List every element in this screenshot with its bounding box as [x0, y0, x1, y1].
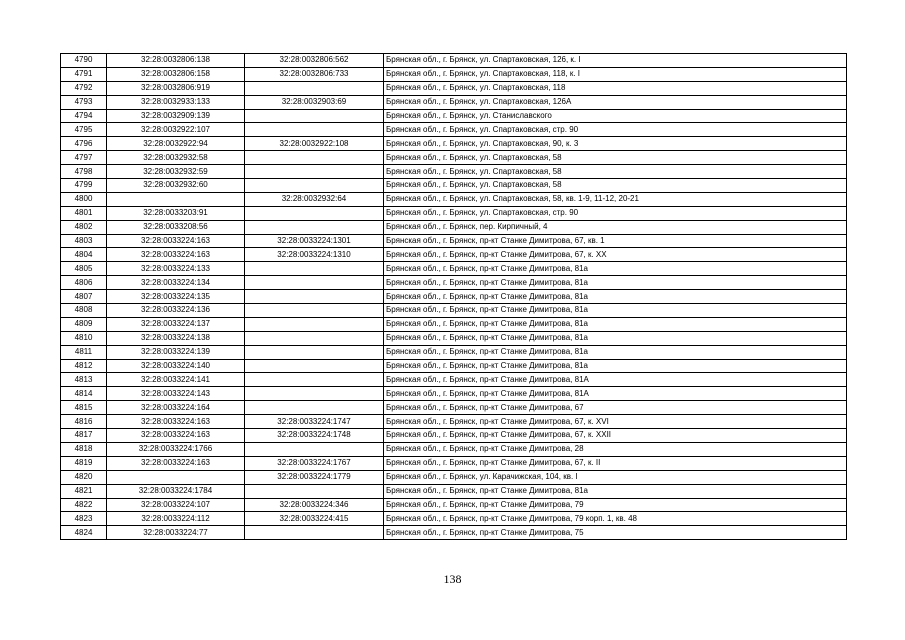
table-row: [61, 498, 847, 512]
inner-cadastral-number-cell: [245, 262, 384, 276]
address-cell: Брянская обл., г. Брянск, пр-кт Станке Димитрова, 81а: [384, 484, 847, 498]
address-cell: Брянская обл., г. Брянск, пр-кт Станке Димитрова, 79: [384, 498, 847, 512]
table-row: [61, 123, 847, 137]
table-row: [61, 165, 847, 179]
table-row: [61, 317, 847, 331]
cadastral-number-cell: 32:28:0033224:133: [107, 262, 245, 276]
address-cell: Брянская обл., г. Брянск, пр-кт Станке Димитрова, 67, кв. 1: [384, 234, 847, 248]
table-row: [61, 331, 847, 345]
address-cell: Брянская обл., г. Брянск, пр-кт Станке Димитрова, 75: [384, 526, 847, 540]
row-number-cell: 4798: [61, 165, 107, 179]
row-number-cell: 4810: [61, 331, 107, 345]
inner-cadastral-number-cell: 32:28:0032903:69: [245, 95, 384, 109]
inner-cadastral-number-cell: 32:28:0033224:1748: [245, 429, 384, 443]
table-row: [61, 470, 847, 484]
row-number-cell: 4799: [61, 179, 107, 193]
table-row: [61, 512, 847, 526]
address-cell: Брянская обл., г. Брянск, ул. Спартаковская, 58: [384, 165, 847, 179]
table-row: [61, 345, 847, 359]
address-cell: Брянская обл., г. Брянск, пр-кт Станке Димитрова, 81а: [384, 345, 847, 359]
row-number-cell: 4807: [61, 290, 107, 304]
cadastral-number-cell: 32:28:0032932:59: [107, 165, 245, 179]
cadastral-number-cell: 32:28:0033224:139: [107, 345, 245, 359]
cadastral-number-cell: 32:28:0032922:107: [107, 123, 245, 137]
row-number-cell: 4817: [61, 429, 107, 443]
address-cell: Брянская обл., г. Брянск, пр-кт Станке Димитрова, 81А: [384, 387, 847, 401]
inner-cadastral-number-cell: [245, 220, 384, 234]
cadastral-number-cell: 32:28:0033224:107: [107, 498, 245, 512]
address-cell: Брянская обл., г. Брянск, ул. Спартаковская, 118, к. I: [384, 67, 847, 81]
table-row: [61, 526, 847, 540]
row-number-cell: 4790: [61, 54, 107, 68]
inner-cadastral-number-cell: [245, 484, 384, 498]
cadastral-number-cell: 32:28:0033224:140: [107, 359, 245, 373]
address-cell: Брянская обл., г. Брянск, ул. Спартаковская, 118: [384, 81, 847, 95]
address-cell: Брянская обл., г. Брянск, пр-кт Станке Димитрова, 28: [384, 442, 847, 456]
cadastral-number-cell: 32:28:0032932:60: [107, 179, 245, 193]
row-number-cell: 4794: [61, 109, 107, 123]
address-cell: Брянская обл., г. Брянск, ул. Спартаковская, стр. 90: [384, 123, 847, 137]
table-row: [61, 234, 847, 248]
table-row: [61, 401, 847, 415]
table-row: [61, 262, 847, 276]
table-row: [61, 373, 847, 387]
table-row: [61, 442, 847, 456]
row-number-cell: 4796: [61, 137, 107, 151]
cadastral-number-cell: 32:28:0032922:94: [107, 137, 245, 151]
address-cell: Брянская обл., г. Брянск, пр-кт Станке Димитрова, 81а: [384, 331, 847, 345]
table-row: [61, 429, 847, 443]
address-cell: Брянская обл., г. Брянск, пр-кт Станке Димитрова, 81а: [384, 290, 847, 304]
address-cell: Брянская обл., г. Брянск, пр-кт Станке Димитрова, 67, к. XXII: [384, 429, 847, 443]
address-cell: Брянская обл., г. Брянск, пр-кт Станке Димитрова, 81а: [384, 317, 847, 331]
inner-cadastral-number-cell: [245, 387, 384, 401]
address-cell: Брянская обл., г. Брянск, ул. Спартаковская, 126А: [384, 95, 847, 109]
address-cell: Брянская обл., г. Брянск, ул. Спартаковская, 58: [384, 179, 847, 193]
address-cell: Брянская обл., г. Брянск, пр-кт Станке Димитрова, 81а: [384, 276, 847, 290]
table-row: [61, 415, 847, 429]
inner-cadastral-number-cell: [245, 345, 384, 359]
cadastral-number-cell: 32:28:0033208:56: [107, 220, 245, 234]
cadastral-number-cell: 32:28:0033224:163: [107, 429, 245, 443]
row-number-cell: 4813: [61, 373, 107, 387]
row-number-cell: 4800: [61, 192, 107, 206]
table-row: [61, 192, 847, 206]
row-number-cell: 4814: [61, 387, 107, 401]
address-cell: Брянская обл., г. Брянск, ул. Спартаковская, 58: [384, 151, 847, 165]
cadastral-number-cell: 32:28:0033224:1784: [107, 484, 245, 498]
row-number-cell: 4818: [61, 442, 107, 456]
table-row: [61, 248, 847, 262]
inner-cadastral-number-cell: [245, 276, 384, 290]
inner-cadastral-number-cell: [245, 109, 384, 123]
row-number-cell: 4805: [61, 262, 107, 276]
inner-cadastral-number-cell: [245, 179, 384, 193]
row-number-cell: 4795: [61, 123, 107, 137]
inner-cadastral-number-cell: [245, 165, 384, 179]
inner-cadastral-number-cell: [245, 526, 384, 540]
table-row: [61, 290, 847, 304]
inner-cadastral-number-cell: 32:28:0033224:1747: [245, 415, 384, 429]
inner-cadastral-number-cell: [245, 304, 384, 318]
table-row: [61, 179, 847, 193]
address-cell: Брянская обл., г. Брянск, пр-кт Станке Димитрова, 67, к. XVI: [384, 415, 847, 429]
inner-cadastral-number-cell: [245, 81, 384, 95]
address-cell: Брянская обл., г. Брянск, пр-кт Станке Димитрова, 79 корп. 1, кв. 48: [384, 512, 847, 526]
cadastral-number-cell: [107, 192, 245, 206]
inner-cadastral-number-cell: 32:28:0032922:108: [245, 137, 384, 151]
row-number-cell: 4820: [61, 470, 107, 484]
row-number-cell: 4791: [61, 67, 107, 81]
row-number-cell: 4815: [61, 401, 107, 415]
row-number-cell: 4792: [61, 81, 107, 95]
inner-cadastral-number-cell: 32:28:0033224:415: [245, 512, 384, 526]
inner-cadastral-number-cell: [245, 359, 384, 373]
inner-cadastral-number-cell: 32:28:0033224:1779: [245, 470, 384, 484]
table-row: [61, 220, 847, 234]
cadastral-number-cell: 32:28:0032909:139: [107, 109, 245, 123]
table-row: [61, 484, 847, 498]
address-cell: Брянская обл., г. Брянск, ул. Карачижская, 104, кв. I: [384, 470, 847, 484]
address-cell: Брянская обл., г. Брянск, пр-кт Станке Димитрова, 81а: [384, 304, 847, 318]
inner-cadastral-number-cell: 32:28:0033224:346: [245, 498, 384, 512]
inner-cadastral-number-cell: [245, 373, 384, 387]
row-number-cell: 4803: [61, 234, 107, 248]
table-row: [61, 151, 847, 165]
row-number-cell: 4797: [61, 151, 107, 165]
address-cell: Брянская обл., г. Брянск, ул. Спартаковская, 58, кв. 1-9, 11-12, 20-21: [384, 192, 847, 206]
row-number-cell: 4824: [61, 526, 107, 540]
row-number-cell: 4808: [61, 304, 107, 318]
cadastral-number-cell: 32:28:0033224:163: [107, 234, 245, 248]
address-cell: Брянская обл., г. Брянск, пр-кт Станке Димитрова, 67, к. XX: [384, 248, 847, 262]
inner-cadastral-number-cell: [245, 290, 384, 304]
row-number-cell: 4793: [61, 95, 107, 109]
inner-cadastral-number-cell: 32:28:0033224:1767: [245, 456, 384, 470]
row-number-cell: 4802: [61, 220, 107, 234]
cadastral-number-cell: 32:28:0033224:134: [107, 276, 245, 290]
cadastral-number-cell: 32:28:0033224:112: [107, 512, 245, 526]
table-row: [61, 387, 847, 401]
inner-cadastral-number-cell: 32:28:0033224:1301: [245, 234, 384, 248]
address-cell: Брянская обл., г. Брянск, пр-кт Станке Димитрова, 81а: [384, 262, 847, 276]
cadastral-number-cell: 32:28:0032806:919: [107, 81, 245, 95]
address-cell: Брянская обл., г. Брянск, ул. Станиславского: [384, 109, 847, 123]
address-cell: Брянская обл., г. Брянск, ул. Спартаковская, 126, к. I: [384, 54, 847, 68]
table-row: [61, 95, 847, 109]
address-cell: Брянская обл., г. Брянск, пр-кт Станке Димитрова, 67: [384, 401, 847, 415]
cadastral-number-cell: 32:28:0033224:143: [107, 387, 245, 401]
address-cell: Брянская обл., г. Брянск, пр-кт Станке Димитрова, 81а: [384, 359, 847, 373]
row-number-cell: 4811: [61, 345, 107, 359]
table-row: [61, 54, 847, 68]
cadastral-number-cell: 32:28:0033224:136: [107, 304, 245, 318]
inner-cadastral-number-cell: [245, 151, 384, 165]
inner-cadastral-number-cell: [245, 401, 384, 415]
cadastral-number-cell: 32:28:0032806:138: [107, 54, 245, 68]
inner-cadastral-number-cell: [245, 123, 384, 137]
table-row: [61, 137, 847, 151]
cadastral-number-cell: 32:28:0033224:163: [107, 248, 245, 262]
row-number-cell: 4809: [61, 317, 107, 331]
address-cell: Брянская обл., г. Брянск, ул. Спартаковская, стр. 90: [384, 206, 847, 220]
cadastral-number-cell: 32:28:0032932:58: [107, 151, 245, 165]
cadastral-number-cell: 32:28:0033224:164: [107, 401, 245, 415]
cadastral-number-cell: 32:28:0033224:138: [107, 331, 245, 345]
table-row: [61, 456, 847, 470]
table-row: [61, 359, 847, 373]
row-number-cell: 4801: [61, 206, 107, 220]
inner-cadastral-number-cell: 32:28:0032932:64: [245, 192, 384, 206]
cadastral-number-cell: [107, 470, 245, 484]
row-number-cell: 4812: [61, 359, 107, 373]
cadastral-number-cell: 32:28:0033224:163: [107, 415, 245, 429]
table-row: [61, 304, 847, 318]
registry-table-body: [61, 54, 847, 540]
inner-cadastral-number-cell: [245, 206, 384, 220]
cadastral-number-cell: 32:28:0033224:1766: [107, 442, 245, 456]
inner-cadastral-number-cell: 32:28:0032806:562: [245, 54, 384, 68]
inner-cadastral-number-cell: 32:28:0032806:733: [245, 67, 384, 81]
address-cell: Брянская обл., г. Брянск, пр-кт Станке Димитрова, 67, к. II: [384, 456, 847, 470]
table-row: [61, 276, 847, 290]
row-number-cell: 4816: [61, 415, 107, 429]
cadastral-number-cell: 32:28:0033224:141: [107, 373, 245, 387]
row-number-cell: 4822: [61, 498, 107, 512]
table-row: [61, 206, 847, 220]
cadastral-number-cell: 32:28:0033224:163: [107, 456, 245, 470]
address-cell: Брянская обл., г. Брянск, пр-кт Станке Димитрова, 81А: [384, 373, 847, 387]
row-number-cell: 4823: [61, 512, 107, 526]
inner-cadastral-number-cell: [245, 317, 384, 331]
page-number: 138: [443, 572, 462, 586]
cadastral-number-cell: 32:28:0033203:91: [107, 206, 245, 220]
cadastral-number-cell: 32:28:0033224:137: [107, 317, 245, 331]
inner-cadastral-number-cell: [245, 442, 384, 456]
address-cell: Брянская обл., г. Брянск, ул. Спартаковская, 90, к. 3: [384, 137, 847, 151]
table-row: [61, 67, 847, 81]
cadastral-number-cell: 32:28:0033224:135: [107, 290, 245, 304]
address-cell: Брянская обл., г. Брянск, пер. Кирпичный, 4: [384, 220, 847, 234]
cadastral-number-cell: 32:28:0032806:158: [107, 67, 245, 81]
inner-cadastral-number-cell: [245, 331, 384, 345]
cadastral-number-cell: 32:28:0032933:133: [107, 95, 245, 109]
row-number-cell: 4821: [61, 484, 107, 498]
table-row: [61, 109, 847, 123]
inner-cadastral-number-cell: 32:28:0033224:1310: [245, 248, 384, 262]
row-number-cell: 4806: [61, 276, 107, 290]
row-number-cell: 4804: [61, 248, 107, 262]
registry-table: [60, 53, 847, 540]
cadastral-number-cell: 32:28:0033224:77: [107, 526, 245, 540]
table-row: [61, 81, 847, 95]
row-number-cell: 4819: [61, 456, 107, 470]
